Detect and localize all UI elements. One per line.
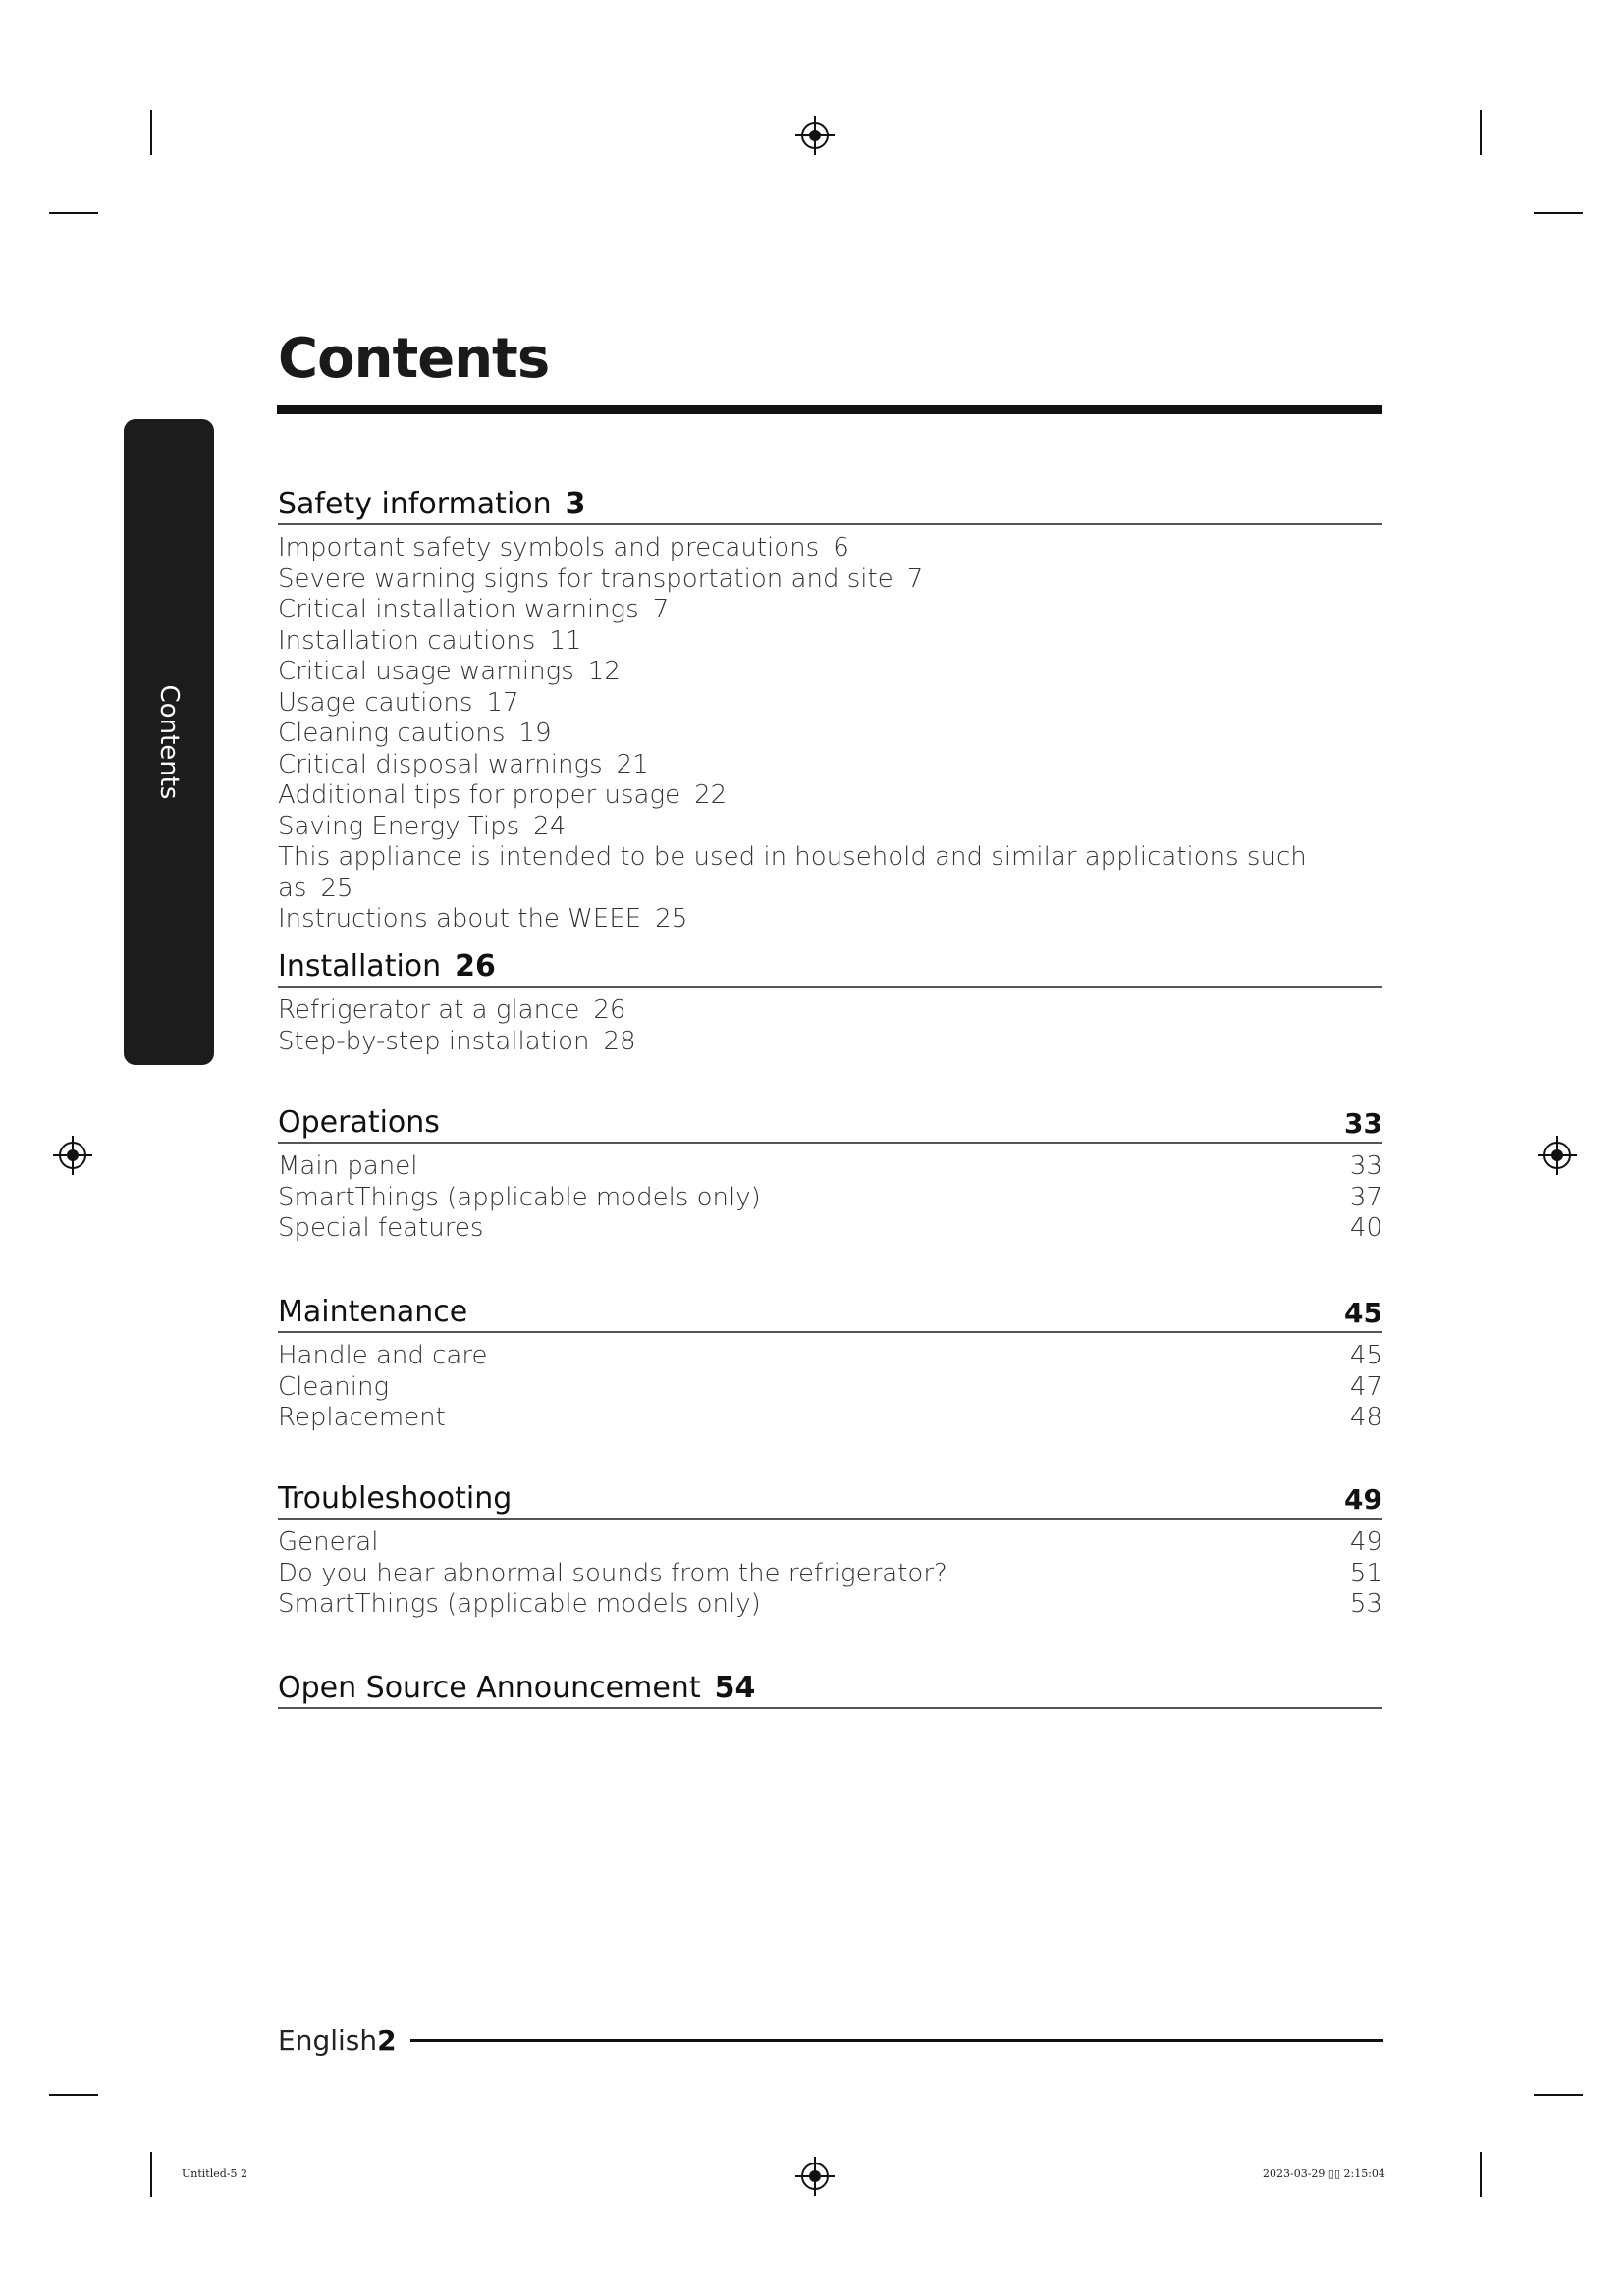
toc-item-text	[278, 688, 519, 720]
crop-mark	[150, 110, 152, 155]
toc-item-text	[278, 904, 687, 935]
crop-mark	[1480, 110, 1482, 155]
side-tab-label: Contents	[154, 684, 184, 800]
section-page-number: 26	[455, 949, 496, 984]
side-tab	[124, 419, 214, 1065]
toc-item-page: 51	[1349, 1558, 1382, 1588]
crop-mark	[1534, 212, 1583, 214]
section-page-number: 45	[1344, 1297, 1382, 1329]
toc-item-label: General	[278, 1527, 379, 1557]
toc-item-page: 48	[1349, 1403, 1382, 1432]
toc-item[interactable]	[278, 1341, 1382, 1372]
toc-section	[278, 1472, 1382, 1621]
toc-item-list	[278, 1151, 1382, 1245]
registration-mark-icon	[795, 116, 835, 155]
toc-section	[278, 1096, 1382, 1245]
toc-item-page: 22	[694, 780, 728, 810]
toc-item-page: 19	[518, 719, 552, 748]
section-page-number: 54	[714, 1671, 756, 1705]
toc-item-label: Special features	[278, 1213, 484, 1243]
toc-item-page: 28	[603, 1026, 636, 1056]
toc-item-label: This appliance is intended to be used in household and similar applications such as	[278, 842, 1307, 903]
page-footer	[278, 2024, 1383, 2056]
toc-item-page: 21	[616, 749, 649, 779]
toc-item[interactable]	[278, 780, 1382, 812]
toc-item[interactable]	[278, 1151, 1382, 1183]
toc-item-text	[278, 812, 566, 843]
toc-item-page: 6	[833, 533, 849, 562]
toc-section-heading[interactable]	[278, 940, 1382, 988]
toc-item[interactable]	[278, 533, 1382, 564]
toc-item[interactable]	[278, 657, 1382, 688]
toc-item-label: Step-by-step installation	[278, 1026, 590, 1056]
toc-item-list	[278, 533, 1382, 935]
toc-item-page: 25	[320, 873, 353, 903]
section-title: Troubleshooting	[278, 1481, 513, 1516]
toc-item-text	[278, 595, 669, 626]
toc-item-list	[278, 1527, 1382, 1621]
toc-item-text	[278, 780, 727, 812]
section-title-group	[278, 949, 496, 984]
toc-item[interactable]	[278, 1027, 1382, 1058]
toc-item[interactable]	[278, 842, 1382, 904]
toc-item[interactable]	[278, 1213, 1382, 1245]
toc-item-text	[278, 626, 581, 658]
toc-item[interactable]	[278, 995, 1382, 1027]
toc-item-text	[278, 719, 552, 750]
toc-item[interactable]	[278, 812, 1382, 843]
section-page-number: 3	[565, 487, 586, 521]
print-slug-right: 2023-03-29 ▯▯ 2:15:04	[1263, 2167, 1385, 2180]
toc-item-page: 7	[652, 595, 670, 624]
toc-item[interactable]	[278, 1183, 1382, 1214]
toc-section-heading[interactable]	[278, 478, 1382, 525]
toc-item[interactable]	[278, 719, 1382, 750]
section-title: Open Source Announcement	[278, 1671, 701, 1705]
crop-mark	[150, 2152, 152, 2197]
toc-item-page: 11	[549, 625, 582, 656]
toc-item-list	[278, 1341, 1382, 1434]
toc-item-page: 17	[486, 687, 519, 718]
toc-item[interactable]	[278, 904, 1382, 935]
toc-item-label: Critical disposal warnings	[278, 749, 603, 779]
toc-item-label: Critical usage warnings	[278, 657, 574, 686]
toc-item-label: Important safety symbols and precautions	[278, 533, 820, 562]
toc-section-heading[interactable]	[278, 1286, 1382, 1333]
registration-mark-icon	[1538, 1136, 1577, 1175]
toc-item-label: Additional tips for proper usage	[278, 780, 681, 810]
toc-item-page: 45	[1349, 1341, 1382, 1370]
section-title: Maintenance	[278, 1295, 468, 1329]
toc-item-text	[278, 533, 849, 564]
toc-item-label: SmartThings (applicable models only)	[278, 1182, 761, 1212]
toc-item-text	[278, 750, 649, 781]
footer-rule	[410, 2039, 1383, 2042]
toc-section-heading[interactable]	[278, 1662, 1382, 1709]
print-slug-left: Untitled-5 2	[182, 2167, 247, 2180]
toc-section	[278, 1662, 1382, 1709]
toc-item-label: Critical installation warnings	[278, 595, 639, 624]
toc-item[interactable]	[278, 1403, 1382, 1434]
toc-item-label: Do you hear abnormal sounds from the refrigerator?	[278, 1558, 947, 1588]
footer-language: English	[278, 2024, 378, 2056]
toc-section	[278, 478, 1382, 935]
toc-item-page: 7	[906, 563, 924, 594]
crop-mark	[49, 2094, 98, 2096]
section-title: Installation	[278, 949, 442, 984]
toc-item-text	[278, 995, 625, 1027]
toc-item-label: Severe warning signs for transportation and site	[278, 563, 893, 594]
section-title-group	[278, 487, 586, 521]
toc-item-page: 49	[1349, 1527, 1382, 1557]
toc-item-text	[278, 564, 923, 596]
crop-mark	[1534, 2094, 1583, 2096]
footer-page-number: 2	[377, 2024, 397, 2056]
toc-item-page: 53	[1349, 1589, 1382, 1619]
toc-item-list	[278, 995, 1382, 1057]
toc-item-text	[278, 842, 1382, 904]
toc-item[interactable]	[278, 750, 1382, 781]
toc-item-label: Cleaning cautions	[278, 719, 506, 748]
toc-item[interactable]	[278, 595, 1382, 626]
section-title: Operations	[278, 1105, 440, 1140]
toc-item-label: Saving Energy Tips	[278, 811, 520, 841]
toc-section	[278, 1286, 1382, 1434]
section-page-number: 49	[1344, 1483, 1382, 1516]
toc-section	[278, 940, 1382, 1057]
toc-item-page: 12	[587, 657, 621, 686]
toc-item-page: 40	[1349, 1213, 1382, 1243]
crop-mark	[1480, 2152, 1482, 2197]
title-rule	[277, 405, 1382, 414]
toc-item-page: 37	[1349, 1182, 1382, 1212]
toc-item-text	[278, 657, 621, 688]
toc-item-label: Replacement	[278, 1403, 446, 1432]
crop-mark	[49, 212, 98, 214]
toc-item-page: 24	[533, 811, 567, 841]
toc-item[interactable]	[278, 1559, 1382, 1590]
toc-item[interactable]	[278, 1589, 1382, 1621]
toc-item-label: Cleaning	[278, 1371, 390, 1402]
toc-item-page: 47	[1349, 1371, 1382, 1402]
toc-item[interactable]	[278, 1372, 1382, 1404]
toc-item-page: 33	[1349, 1151, 1382, 1181]
toc-item-label: Usage cautions	[278, 687, 473, 718]
toc-item-text	[278, 1027, 636, 1058]
section-title-group	[278, 1671, 755, 1705]
toc-item[interactable]	[278, 564, 1382, 596]
section-title: Safety information	[278, 487, 552, 521]
toc-item-label: Handle and care	[278, 1341, 488, 1370]
toc-item-label: Installation cautions	[278, 625, 536, 656]
registration-mark-icon	[53, 1136, 92, 1175]
toc-item[interactable]	[278, 626, 1382, 658]
toc-item-label: Main panel	[278, 1151, 418, 1181]
toc-item-page: 26	[593, 995, 626, 1025]
toc-section-heading[interactable]	[278, 1472, 1382, 1520]
toc-item-page: 25	[655, 904, 688, 934]
registration-mark-icon	[795, 2157, 835, 2196]
toc-item-label: SmartThings (applicable models only)	[278, 1589, 761, 1619]
toc-item[interactable]	[278, 688, 1382, 720]
toc-item[interactable]	[278, 1527, 1382, 1559]
toc-item-label: Refrigerator at a glance	[278, 995, 580, 1025]
page-title: Contents	[278, 327, 550, 391]
section-page-number: 33	[1344, 1107, 1382, 1140]
toc-item-label: Instructions about the WEEE	[278, 904, 642, 934]
toc-section-heading[interactable]	[278, 1096, 1382, 1144]
